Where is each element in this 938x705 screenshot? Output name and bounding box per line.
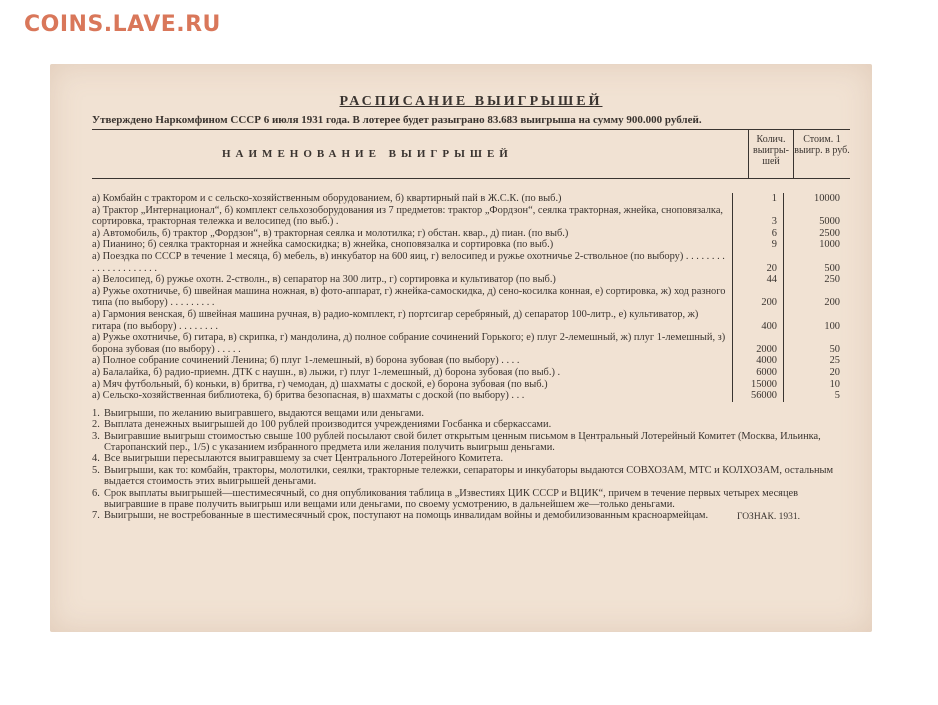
- prize-quantity-value: 20: [766, 262, 777, 274]
- prize-quantity: [732, 228, 783, 240]
- prize-cost: [783, 355, 850, 367]
- note-text: Выигрыши, не востребованные в шестимесячный срок, поступают на помощь инвалидам войны и демобилизованным красноармейцам.: [104, 510, 709, 522]
- prize-quantity-value: 6000: [756, 366, 777, 378]
- prize-quantity-value: 200: [761, 297, 777, 309]
- prize-cost-value: 250: [824, 274, 840, 286]
- prize-description: а) Велосипед, б) ружье охотн. 2-стволн., в) сепаратор на 300 литр., г) сортировка и культиватор (по выб.): [92, 274, 556, 286]
- prize-quantity: [732, 355, 783, 367]
- prize-quantity: [732, 286, 783, 309]
- note-item: [92, 453, 850, 464]
- prize-cost: [783, 390, 850, 402]
- prize-cost-value: 500: [824, 262, 840, 274]
- prize-table: [92, 193, 850, 402]
- prize-description: а) Мяч футбольный, б) коньки, в) бритва, г) чемодан, д) шахматы с доской, е) борона зубовая (по выб.): [92, 378, 548, 390]
- table-row: [92, 193, 850, 205]
- note-text: Выплата денежных выигрышей до 100 рублей производится учреждениями Госбанка и сберкассами.: [104, 419, 552, 431]
- table-row: [92, 274, 850, 286]
- prize-quantity-value: 6: [771, 227, 777, 239]
- prize-cost: [783, 367, 850, 379]
- table-row: [92, 239, 850, 251]
- note-item: [92, 488, 850, 511]
- header-cost: Стоим. 1 выигр. в руб.: [793, 130, 850, 178]
- prize-cost-value: 20: [829, 366, 840, 378]
- header-quantity: Колич. выигры- шей: [748, 130, 793, 178]
- prize-cost-value: 10000: [814, 193, 840, 204]
- note-number: 3.: [92, 430, 100, 442]
- note-text: Выигрыши, как то: комбайн, тракторы, молотилки, сеялки, тракторные тележки, сепараторы и инкубаторы выдаются СОВХОЗАМ, МТС и КОЛХОЗАМ, остальным выдается стоимость этих выигрышей деньгами.: [104, 464, 834, 488]
- prize-cost: [783, 228, 850, 240]
- prize-cost-value: 100: [824, 320, 840, 332]
- prize-quantity-value: 2000: [756, 343, 777, 355]
- prize-cost-value: 5000: [819, 216, 840, 228]
- table-row: [92, 309, 850, 332]
- prize-quantity-value: 15000: [751, 378, 777, 390]
- notes-list: [92, 408, 850, 522]
- printer-mark: ГОЗНАК. 1931.: [736, 511, 800, 522]
- lottery-ticket-back: [50, 64, 872, 632]
- note-item: [92, 419, 850, 430]
- table-row: [92, 332, 850, 355]
- prize-cost-value: 1000: [819, 239, 840, 251]
- note-number: 2.: [92, 419, 100, 431]
- prize-quantity-value: 44: [766, 274, 777, 286]
- prize-cost: [783, 205, 850, 228]
- document-title: РАСПИСАНИЕ ВЫИГРЫШЕЙ: [339, 94, 603, 109]
- prize-cost-value: 10: [829, 378, 840, 390]
- ticket-content: [92, 94, 850, 522]
- site-watermark: COINS.LAVE.RU: [24, 12, 221, 37]
- table-row: [92, 205, 850, 228]
- prize-description: а) Гармония венская, б) швейная машина ручная, в) радио-комплект, г) портсигар серебряный, д) сепаратор 100-литр., е) культиватор, ж) гитара (по выбору) . . . . . . . .: [92, 308, 699, 332]
- prize-quantity-value: 4000: [756, 355, 777, 367]
- prize-quantity: [732, 332, 783, 355]
- prize-description: а) Ружье охотничье, б) швейная машина ножная, в) фото-аппарат, г) жнейка-самоскидка, д) сено-косилка конная, е) сортировка, ж) ход разного типа (по выбору) . . . . . . . . .: [92, 285, 726, 309]
- note-text: Выигравшие выигрыш стоимостью свыше 100 рублей посылают свой билет открытым ценным письмом в Центральный Лотерейный Комитет (Москва, Ильинка, Старопанский пер., 1/5) с указанием избранного предмета или желания получить выигрыш деньгами.: [104, 430, 821, 453]
- prize-cost-value: 200: [824, 297, 840, 309]
- prize-cost: [783, 286, 850, 309]
- prize-description: а) Поездка по СССР в течение 1 месяца, б) мебель, в) инкубатор на 600 яиц, г) велосипед и ружье охотничье 2-ствольное (по выбору) . . . . . . . . . . . . . . . . . . . . .: [92, 250, 725, 274]
- table-row: [92, 251, 850, 274]
- prize-quantity: [732, 251, 783, 274]
- header-name: НАИМЕНОВАНИЕ ВЫИГРЫШЕЙ: [222, 148, 513, 160]
- note-text: Все выигрыши пересылаются выигравшему за счет Центрального Лотерейного Комитета.: [104, 453, 504, 465]
- prize-cost: [783, 309, 850, 332]
- prize-quantity: [732, 367, 783, 379]
- prize-description: а) Ружье охотничье, б) гитара, в) скрипка, г) мандолина, д) полное собрание сочинений Горького; е) плуг 2-лемешный, ж) плуг 1-лемешный, з) борона зубовая (по выбору) . . . . .: [92, 332, 726, 355]
- prize-cost: [783, 193, 850, 205]
- prize-description: а) Балалайка, б) радио-приемн. ДТК с наушн., в) лыжи, г) плуг 1-лемешный, д) борона зубовая (по выб.) .: [92, 366, 561, 378]
- table-header: [92, 130, 850, 179]
- note-number: 6.: [92, 487, 100, 499]
- prize-cost-value: 2500: [819, 227, 840, 239]
- prize-quantity: [732, 193, 783, 205]
- prize-quantity: [732, 239, 783, 251]
- prize-quantity: [732, 390, 783, 402]
- table-row: [92, 228, 850, 240]
- note-number: 4.: [92, 453, 100, 465]
- prize-quantity-value: 9: [771, 239, 777, 251]
- prize-description: а) Полное собрание сочинений Ленина; б) плуг 1-лемешный, в) борона зубовая (по выбору) . . . .: [92, 355, 520, 367]
- prize-quantity: [732, 309, 783, 332]
- prize-description: а) Сельско-хозяйственная библиотека, б) бритва безопасная, в) шахматы с доской (по выбору) . . .: [92, 390, 525, 402]
- prize-cost-value: 50: [829, 343, 840, 355]
- table-row: [92, 367, 850, 379]
- table-row: [92, 379, 850, 391]
- prize-cost-value: 25: [829, 355, 840, 367]
- note-number: 1.: [92, 407, 100, 419]
- prize-description: а) Пианино; б) сеялка тракторная и жнейка самоскидка; в) жнейка, сноповязалка и сортировка (по выб.): [92, 239, 554, 251]
- note-text: Выигрыши, по желанию выигравшего, выдаются вещами или деньгами.: [104, 407, 424, 419]
- prize-description: а) Автомобиль, б) трактор „Фордзон“, в) тракторная сеялка и молотилка; г) обстан. квар., д) пиан. (по выб.): [92, 227, 569, 239]
- prize-cost: [783, 251, 850, 274]
- prize-cost: [783, 379, 850, 391]
- table-row: [92, 355, 850, 367]
- table-row: [92, 390, 850, 402]
- prize-quantity-value: 3: [771, 216, 777, 228]
- note-item: [92, 465, 850, 488]
- prize-cost: [783, 239, 850, 251]
- note-text: Срок выплаты выигрышей—шестимесячный, со дня опубликования таблица в „Известиях ЦИК СССР и ВЦИК“, причем в течение первых четырех месяцев выигравшие в праве получить выигрыш или вещами или деньгами, по своему усмотрению, в дальнейшем же—только деньгами.: [104, 487, 799, 510]
- prize-quantity: [732, 379, 783, 391]
- prize-description: а) Трактор „Интернационал“, б) комплект сельхозоборудования из 7 предметов: трактор „Фордзон“, сеялка тракторная, жнейка, сноповязалка, сортировка, тракторная тележка и велосипед (по выб.) .: [92, 204, 724, 228]
- prize-cost-value: 5: [834, 390, 840, 402]
- note-item: [92, 408, 850, 419]
- document-subtitle: Утверждено Наркомфином СССР 6 июля 1931 года. В лотерее будет разыграно 83.683 выигрыша на сумму 900.000 рублей.: [92, 114, 850, 130]
- note-item: [92, 431, 850, 454]
- prize-quantity: [732, 274, 783, 286]
- note-number: 7.: [92, 510, 100, 522]
- prize-quantity-value: 56000: [751, 390, 777, 402]
- prize-quantity-value: 400: [761, 320, 777, 332]
- table-row: [92, 286, 850, 309]
- prize-cost: [783, 332, 850, 355]
- prize-quantity: [732, 205, 783, 228]
- prize-description: а) Комбайн с трактором и с сельско-хозяйственным оборудованием, б) квартирный пай в Ж.С.К. (по выб.): [92, 193, 562, 204]
- prize-quantity-value: 1: [771, 193, 777, 204]
- note-number: 5.: [92, 464, 100, 476]
- prize-cost: [783, 274, 850, 286]
